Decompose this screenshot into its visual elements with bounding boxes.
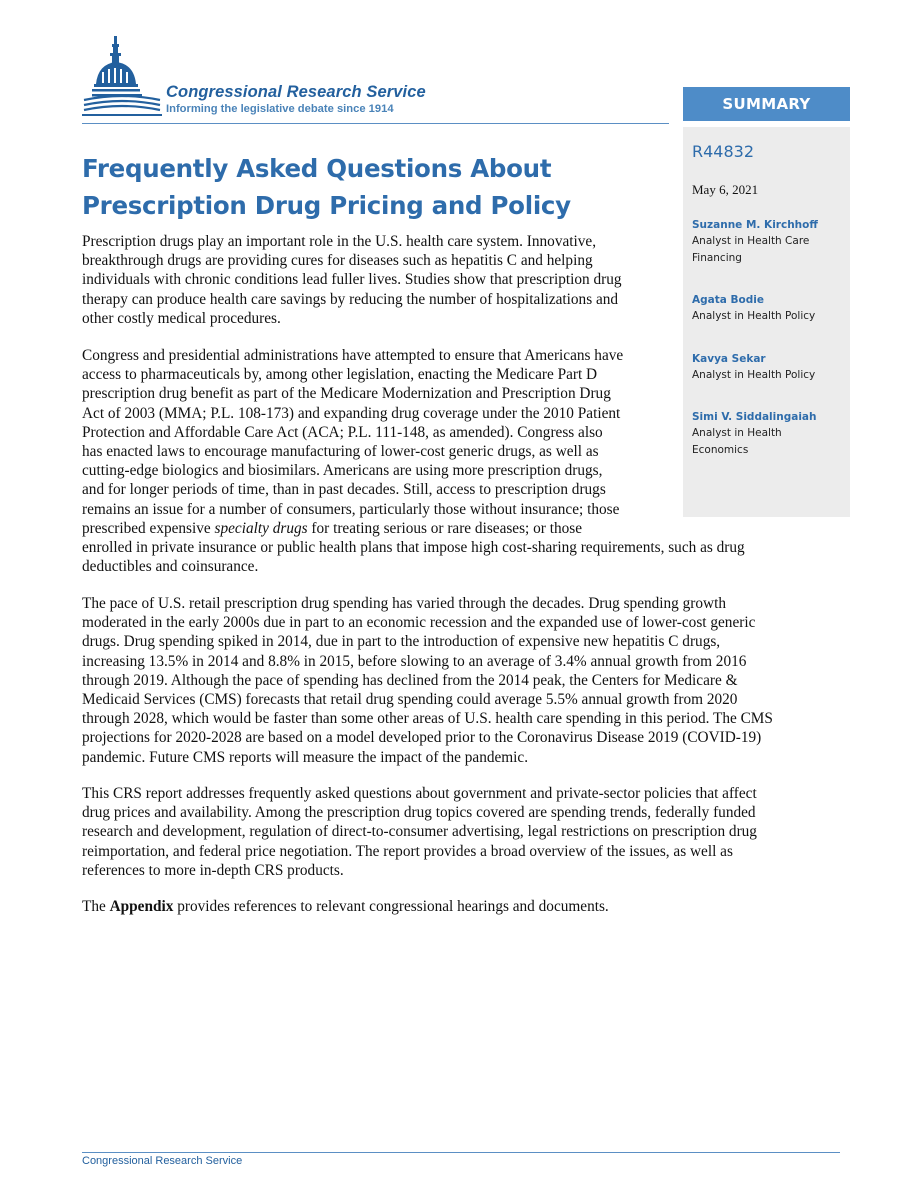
title-line: Prescription Drug Pricing and Policy bbox=[82, 191, 571, 220]
footer-divider bbox=[82, 1152, 840, 1153]
text-line: research and development, regulation of direct-to-consumer advertising, legal restrictions on prescription drug bbox=[82, 823, 757, 841]
author-name: Suzanne M. Kirchhoff bbox=[692, 219, 818, 231]
paragraph bbox=[82, 594, 842, 767]
footer-text: Congressional Research Service bbox=[82, 1155, 243, 1167]
paragraph bbox=[82, 897, 842, 916]
italic-term: specialty drugs bbox=[214, 519, 308, 537]
paragraph bbox=[82, 232, 672, 328]
author-title: Analyst in Health Policy bbox=[692, 369, 816, 381]
text-line: enrolled in private insurance or public health plans that impose high cost-sharing requirements, such as drug bbox=[82, 539, 745, 556]
author-block bbox=[692, 351, 842, 384]
header-divider bbox=[82, 123, 669, 124]
text-run: for treating serious or rare diseases; or those bbox=[307, 519, 582, 537]
text-line: cutting-edge biologics and biosimilars. Americans are using more prescription drugs, bbox=[82, 462, 603, 480]
text-line: reimportation, and federal price negotiation. The report provides a broad overview of the issues, as well as bbox=[82, 842, 733, 860]
text-line: prescription drug benefit as part of the Medicare Modernization and Prescription Drug bbox=[82, 385, 611, 403]
paragraph bbox=[82, 346, 672, 538]
author-name: Agata Bodie bbox=[692, 294, 764, 306]
author-name: Simi V. Siddalingaiah bbox=[692, 411, 817, 423]
text-run: prescribed expensive bbox=[82, 519, 215, 537]
text-line: Act of 2003 (MMA; P.L. 108-173) and expanding drug coverage under the 2010 Patient bbox=[82, 404, 621, 422]
text-line: references to more in-depth CRS products. bbox=[82, 861, 344, 879]
text-line: and for longer periods of time, than in past decades. Still, access to prescription drugs bbox=[82, 481, 606, 499]
author-title: Financing bbox=[692, 251, 742, 264]
title-line: Frequently Asked Questions About bbox=[82, 154, 552, 183]
text-line: pandemic. Future CMS reports will measure the impact of the pandemic. bbox=[82, 748, 529, 766]
author-title: Analyst in Health Care bbox=[692, 235, 810, 247]
author-name: Kavya Sekar bbox=[692, 353, 766, 365]
text-line: deductibles and coinsurance. bbox=[82, 558, 259, 576]
text-line: has enacted laws to encourage manufacturing of lower-cost generic drugs, as well as bbox=[82, 443, 599, 461]
text-line: remains an issue for a number of consumers, particularly those without insurance; those bbox=[82, 500, 620, 518]
text-run: The bbox=[82, 898, 110, 915]
logo-tagline: Informing the legislative debate since 1914 bbox=[166, 103, 394, 115]
appendix-reference: Appendix bbox=[109, 898, 174, 915]
text-line: Prescription drugs play an important role in the U.S. health care system. Innovative, bbox=[82, 233, 597, 250]
text-line: access to pharmaceuticals by, among other legislation, enacting the Medicare Part D bbox=[82, 366, 598, 384]
author-block bbox=[692, 409, 842, 458]
author-block bbox=[692, 217, 842, 266]
text-line: breakthrough drugs are providing cures for diseases such as hepatitis C and helping bbox=[82, 252, 593, 270]
page-title bbox=[82, 150, 642, 224]
text-line: Protection and Affordable Care Act (ACA; P.L. 111-148, as amended). Congress also bbox=[82, 423, 603, 441]
text-line: therapy can produce health care savings by reducing the number of hospitalizations and bbox=[82, 290, 619, 308]
text-line bbox=[82, 897, 842, 916]
text-line: Congress and presidential administrations have attempted to ensure that Americans have bbox=[82, 347, 624, 364]
report-date: May 6, 2021 bbox=[692, 182, 759, 197]
text-line: moderated in the early 2000s due in part to an economic recession and the expanded use of lower-cost generic bbox=[82, 614, 756, 632]
text-line: increasing 13.5% in 2014 and 8.8% in 2015, before slowing to an average of 3.4% annual growth from 2016 bbox=[82, 652, 747, 670]
text-line: through 2028, which would be faster than some other areas of U.S. health care spending in this period. The CMS bbox=[82, 710, 773, 728]
text-line: through 2019. Although the pace of spending has declined from the 2014 peak, the Centers for Medicare & bbox=[82, 671, 738, 689]
author-title: Analyst in Health Policy bbox=[692, 310, 816, 322]
text-run: provides references to relevant congressional hearings and documents. bbox=[173, 898, 609, 915]
text-line: projections for 2020-2028 are based on a model developed prior to the Coronavirus Disease 2019 (COVID-19) bbox=[82, 729, 762, 747]
text-line: The pace of U.S. retail prescription drug spending has varied through the decades. Drug spending growth bbox=[82, 595, 726, 612]
text-line: individuals with chronic conditions lead fuller lives. Studies show that prescription drug bbox=[82, 271, 622, 289]
text-line: Medicaid Services (CMS) forecasts that retail drug spending could average 5.5% annual growth from 2020 bbox=[82, 691, 738, 709]
paragraph-continuation bbox=[82, 538, 842, 576]
author-title: Analyst in Health bbox=[692, 427, 782, 439]
text-line: other costly medical procedures. bbox=[82, 309, 281, 327]
report-number: R44832 bbox=[692, 142, 755, 161]
summary-heading: SUMMARY bbox=[683, 87, 850, 121]
author-title: Economics bbox=[692, 443, 749, 456]
text-line: drugs. Drug spending spiked in 2014, due in part to the introduction of expensive new hepatitis C drugs, bbox=[82, 633, 721, 651]
paragraph bbox=[82, 784, 842, 880]
text-line: drug prices and availability. Among the prescription drug topics covered are spending trends, federally funded bbox=[82, 804, 756, 822]
author-block bbox=[692, 292, 842, 325]
logo-wordmark: Congressional Research Service bbox=[166, 83, 426, 101]
text-line: This CRS report addresses frequently asked questions about government and private-sector policies that affect bbox=[82, 785, 757, 802]
text-line bbox=[82, 519, 672, 538]
